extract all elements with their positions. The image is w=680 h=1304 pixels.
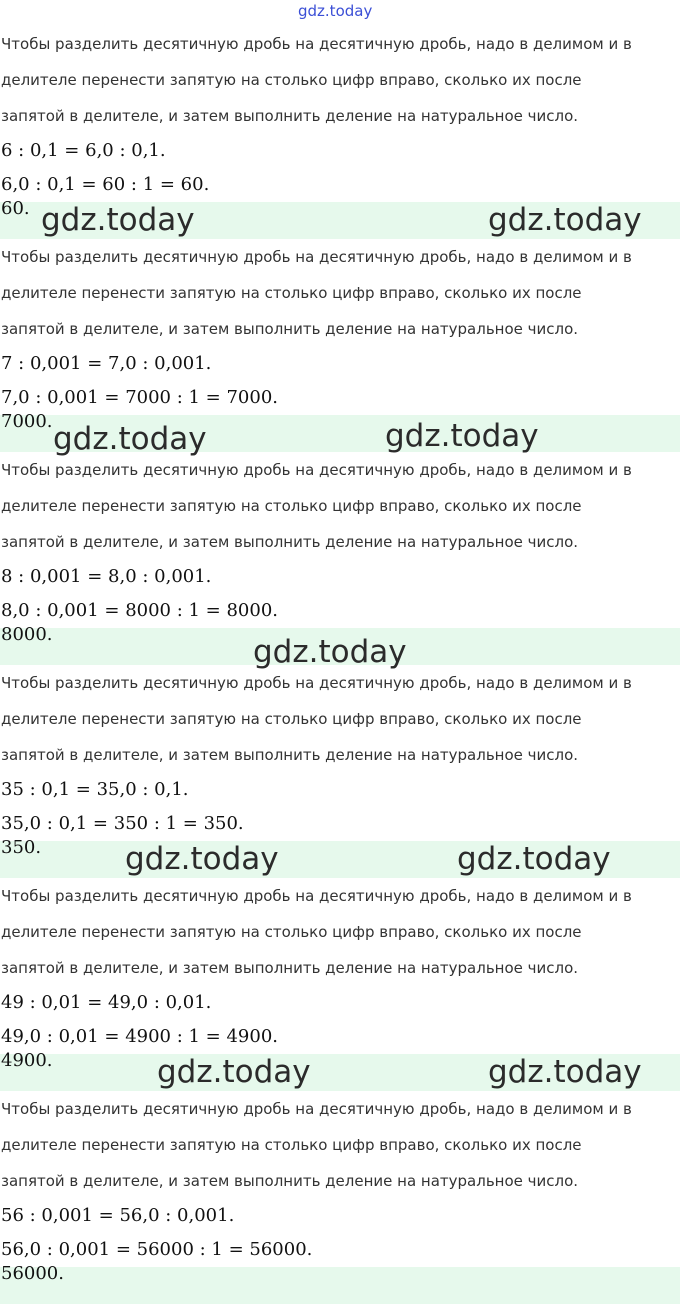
- watermark: gdz.today: [41, 202, 195, 238]
- equation-line: 35 : 0,1 = 35,0 : 0,1.: [1, 779, 189, 800]
- watermark: gdz.today: [457, 841, 611, 877]
- equation-line: 49 : 0,01 = 49,0 : 0,01.: [1, 992, 212, 1013]
- watermark: gdz.today: [488, 202, 642, 238]
- rule-text-line: Чтобы разделить десятичную дробь на десятичную дробь, надо в делимом и в: [1, 35, 632, 53]
- rule-text-line: делителе перенести запятую на столько цифр вправо, сколько их после: [1, 923, 582, 941]
- answer-value: 56000.: [1, 1263, 64, 1284]
- answer-row: [0, 1263, 680, 1304]
- equation-line: 56,0 : 0,001 = 56000 : 1 = 56000.: [1, 1239, 313, 1260]
- watermark: gdz.today: [253, 634, 407, 670]
- equation-line: 49,0 : 0,01 = 4900 : 1 = 4900.: [1, 1026, 279, 1047]
- answer-value: 7000.: [1, 411, 53, 432]
- solution-block: [0, 26, 680, 239]
- rule-text-line: делителе перенести запятую на столько цифр вправо, сколько их после: [1, 497, 582, 515]
- rule-text-line: Чтобы разделить десятичную дробь на десятичную дробь, надо в делимом и в: [1, 461, 632, 479]
- equation-line: 8,0 : 0,001 = 8000 : 1 = 8000.: [1, 600, 279, 621]
- answer-value: 350.: [1, 837, 42, 858]
- answer-row: [0, 1050, 680, 1091]
- answer-row: [0, 837, 680, 878]
- solution-block: [0, 452, 680, 670]
- answer-row: [0, 411, 680, 457]
- watermark-top: gdz.today: [298, 2, 373, 20]
- equation-line: 35,0 : 0,1 = 350 : 1 = 350.: [1, 813, 244, 834]
- answer-row: [0, 198, 680, 239]
- rule-text-line: запятой в делителе, и затем выполнить деление на натуральное число.: [1, 320, 579, 338]
- solution-block: [0, 1091, 680, 1304]
- rule-text-line: делителе перенести запятую на столько цифр вправо, сколько их после: [1, 1136, 582, 1154]
- solution-block: [0, 665, 680, 878]
- rule-text-line: Чтобы разделить десятичную дробь на десятичную дробь, надо в делимом и в: [1, 887, 632, 905]
- rule-text-line: запятой в делителе, и затем выполнить деление на натуральное число.: [1, 1172, 579, 1190]
- watermark: gdz.today: [125, 841, 279, 877]
- equation-line: 7 : 0,001 = 7,0 : 0,001.: [1, 353, 212, 374]
- watermark: gdz.today: [53, 421, 207, 457]
- rule-text-line: запятой в делителе, и затем выполнить деление на натуральное число.: [1, 959, 579, 977]
- answer-value: 60.: [1, 198, 30, 219]
- equation-line: 7,0 : 0,001 = 7000 : 1 = 7000.: [1, 387, 279, 408]
- rule-text-line: запятой в делителе, и затем выполнить деление на натуральное число.: [1, 107, 579, 125]
- answer-value: 8000.: [1, 624, 53, 645]
- equation-line: 6 : 0,1 = 6,0 : 0,1.: [1, 140, 166, 161]
- answer-value: 4900.: [1, 1050, 53, 1071]
- rule-text-line: запятой в делителе, и затем выполнить деление на натуральное число.: [1, 533, 579, 551]
- rule-text-line: делителе перенести запятую на столько цифр вправо, сколько их после: [1, 71, 582, 89]
- rule-text-line: запятой в делителе, и затем выполнить деление на натуральное число.: [1, 746, 579, 764]
- watermark: gdz.today: [385, 418, 539, 454]
- rule-text-line: делителе перенести запятую на столько цифр вправо, сколько их после: [1, 284, 582, 302]
- watermark: gdz.today: [157, 1054, 311, 1090]
- rule-text-line: Чтобы разделить десятичную дробь на десятичную дробь, надо в делимом и в: [1, 1100, 632, 1118]
- equation-line: 8 : 0,001 = 8,0 : 0,001.: [1, 566, 212, 587]
- answer-row: [0, 624, 680, 670]
- equation-line: 6,0 : 0,1 = 60 : 1 = 60.: [1, 174, 210, 195]
- solution-block: [0, 239, 680, 457]
- watermark: gdz.today: [488, 1054, 642, 1090]
- rule-text-line: Чтобы разделить десятичную дробь на десятичную дробь, надо в делимом и в: [1, 248, 632, 266]
- rule-text-line: Чтобы разделить десятичную дробь на десятичную дробь, надо в делимом и в: [1, 674, 632, 692]
- equation-line: 56 : 0,001 = 56,0 : 0,001.: [1, 1205, 235, 1226]
- solution-block: [0, 878, 680, 1091]
- rule-text-line: делителе перенести запятую на столько цифр вправо, сколько их после: [1, 710, 582, 728]
